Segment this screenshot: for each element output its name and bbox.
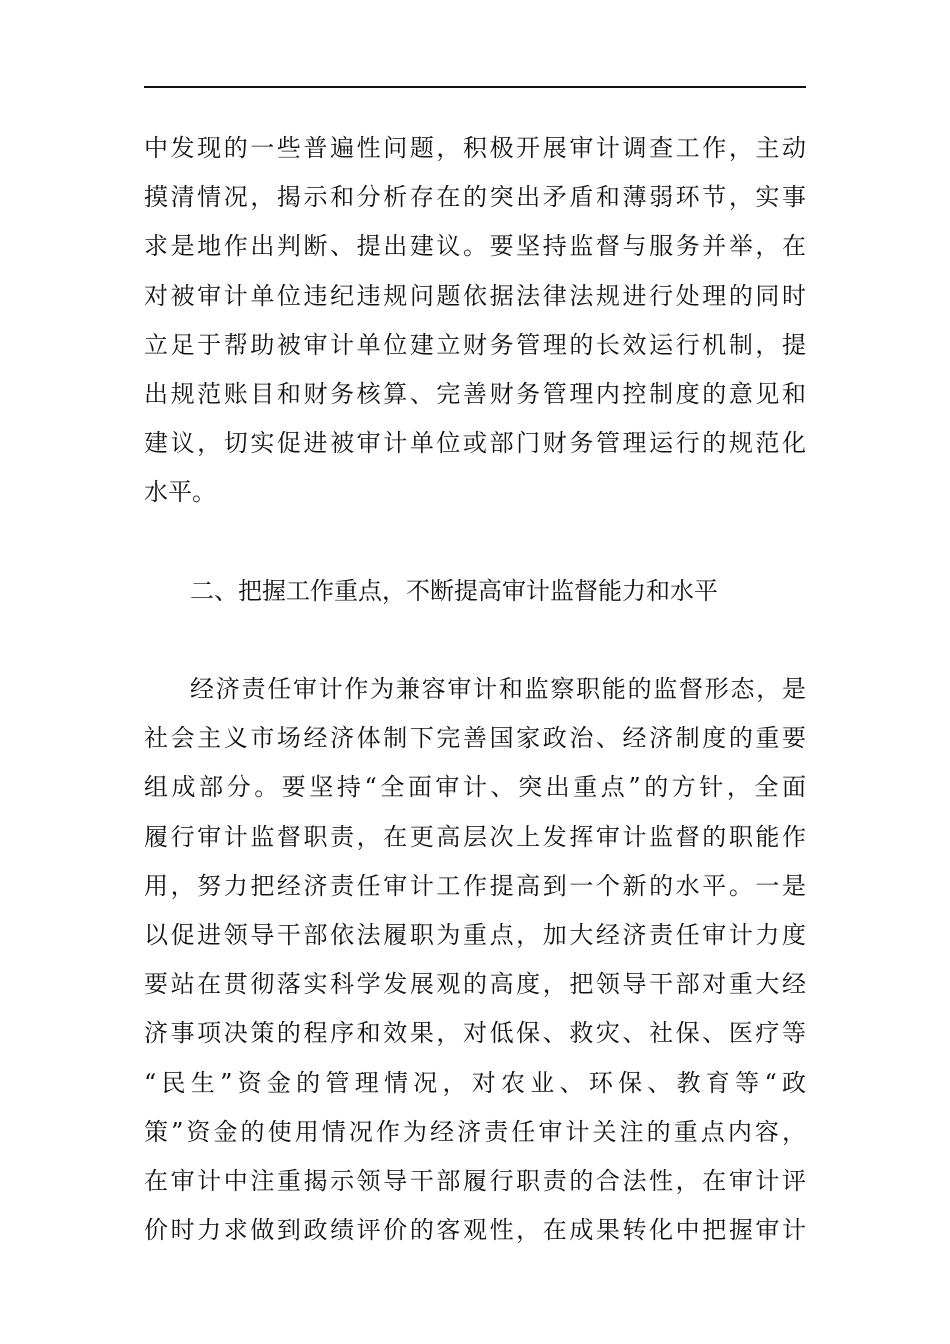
text-line: 社会主义市场经济体制下完善国家政治、经济制度的重要 [144, 724, 806, 753]
text-line: 用，努力把经济责任审计工作提高到一个新的水平。一是 [144, 871, 806, 900]
text-line: 以促进领导干部依法履职为重点，加大经济责任审计力度 [144, 921, 806, 949]
text-line: 组成部分。要坚持“全面审计、突出重点”的方针，全面 [144, 773, 806, 802]
text-line: 出规范账目和财务核算、完善财务管理内控制度的意见和 [144, 379, 806, 408]
text-line: 水平。 [144, 478, 216, 507]
document-body [144, 124, 806, 1255]
text-line: 摸清情况，揭示和分析存在的突出矛盾和薄弱环节，实事 [144, 183, 806, 212]
text-line: 中发现的一些普遍性问题，积极开展审计调查工作，主动 [144, 134, 806, 162]
text-line: 立足于帮助被审计单位建立财务管理的长效运行机制，提 [144, 330, 806, 359]
paragraph-spacer [144, 518, 806, 567]
text-line: “民生”资金的管理情况，对农业、环保、教育等“政 [144, 1068, 806, 1097]
text-line: 经济责任审计作为兼容审计和监察职能的监督形态，是 [190, 675, 806, 704]
text-line: 求是地作出判断、提出建议。要坚持监督与服务并举，在 [144, 232, 806, 261]
text-line: 对被审计单位违纪违规问题依据法律法规进行处理的同时 [144, 281, 806, 310]
text-line: 济事项决策的程序和效果，对低保、救灾、社保、医疗等 [144, 1019, 806, 1048]
paragraph-section-two [144, 665, 806, 1255]
text-line: 建议，切实促进被审计单位或部门财务管理运行的规范化 [144, 429, 806, 458]
section-heading: 二、把握工作重点，不断提高审计监督能力和水平 [190, 576, 718, 605]
paragraph-spacer [144, 616, 806, 665]
text-line: 价时力求做到政绩评价的客观性，在成果转化中把握审计 [144, 1216, 806, 1245]
text-line: 策”资金的使用情况作为经济责任审计关注的重点内容， [144, 1117, 806, 1146]
text-line: 在审计中注重揭示领导干部履行职责的合法性，在审计评 [144, 1166, 806, 1195]
text-line: 履行审计监督职责，在更高层次上发挥审计监督的职能作 [144, 822, 806, 851]
text-line: 要站在贯彻落实科学发展观的高度，把领导干部对重大经 [144, 970, 806, 999]
paragraph-continued [144, 124, 806, 518]
header-rule [144, 86, 806, 88]
